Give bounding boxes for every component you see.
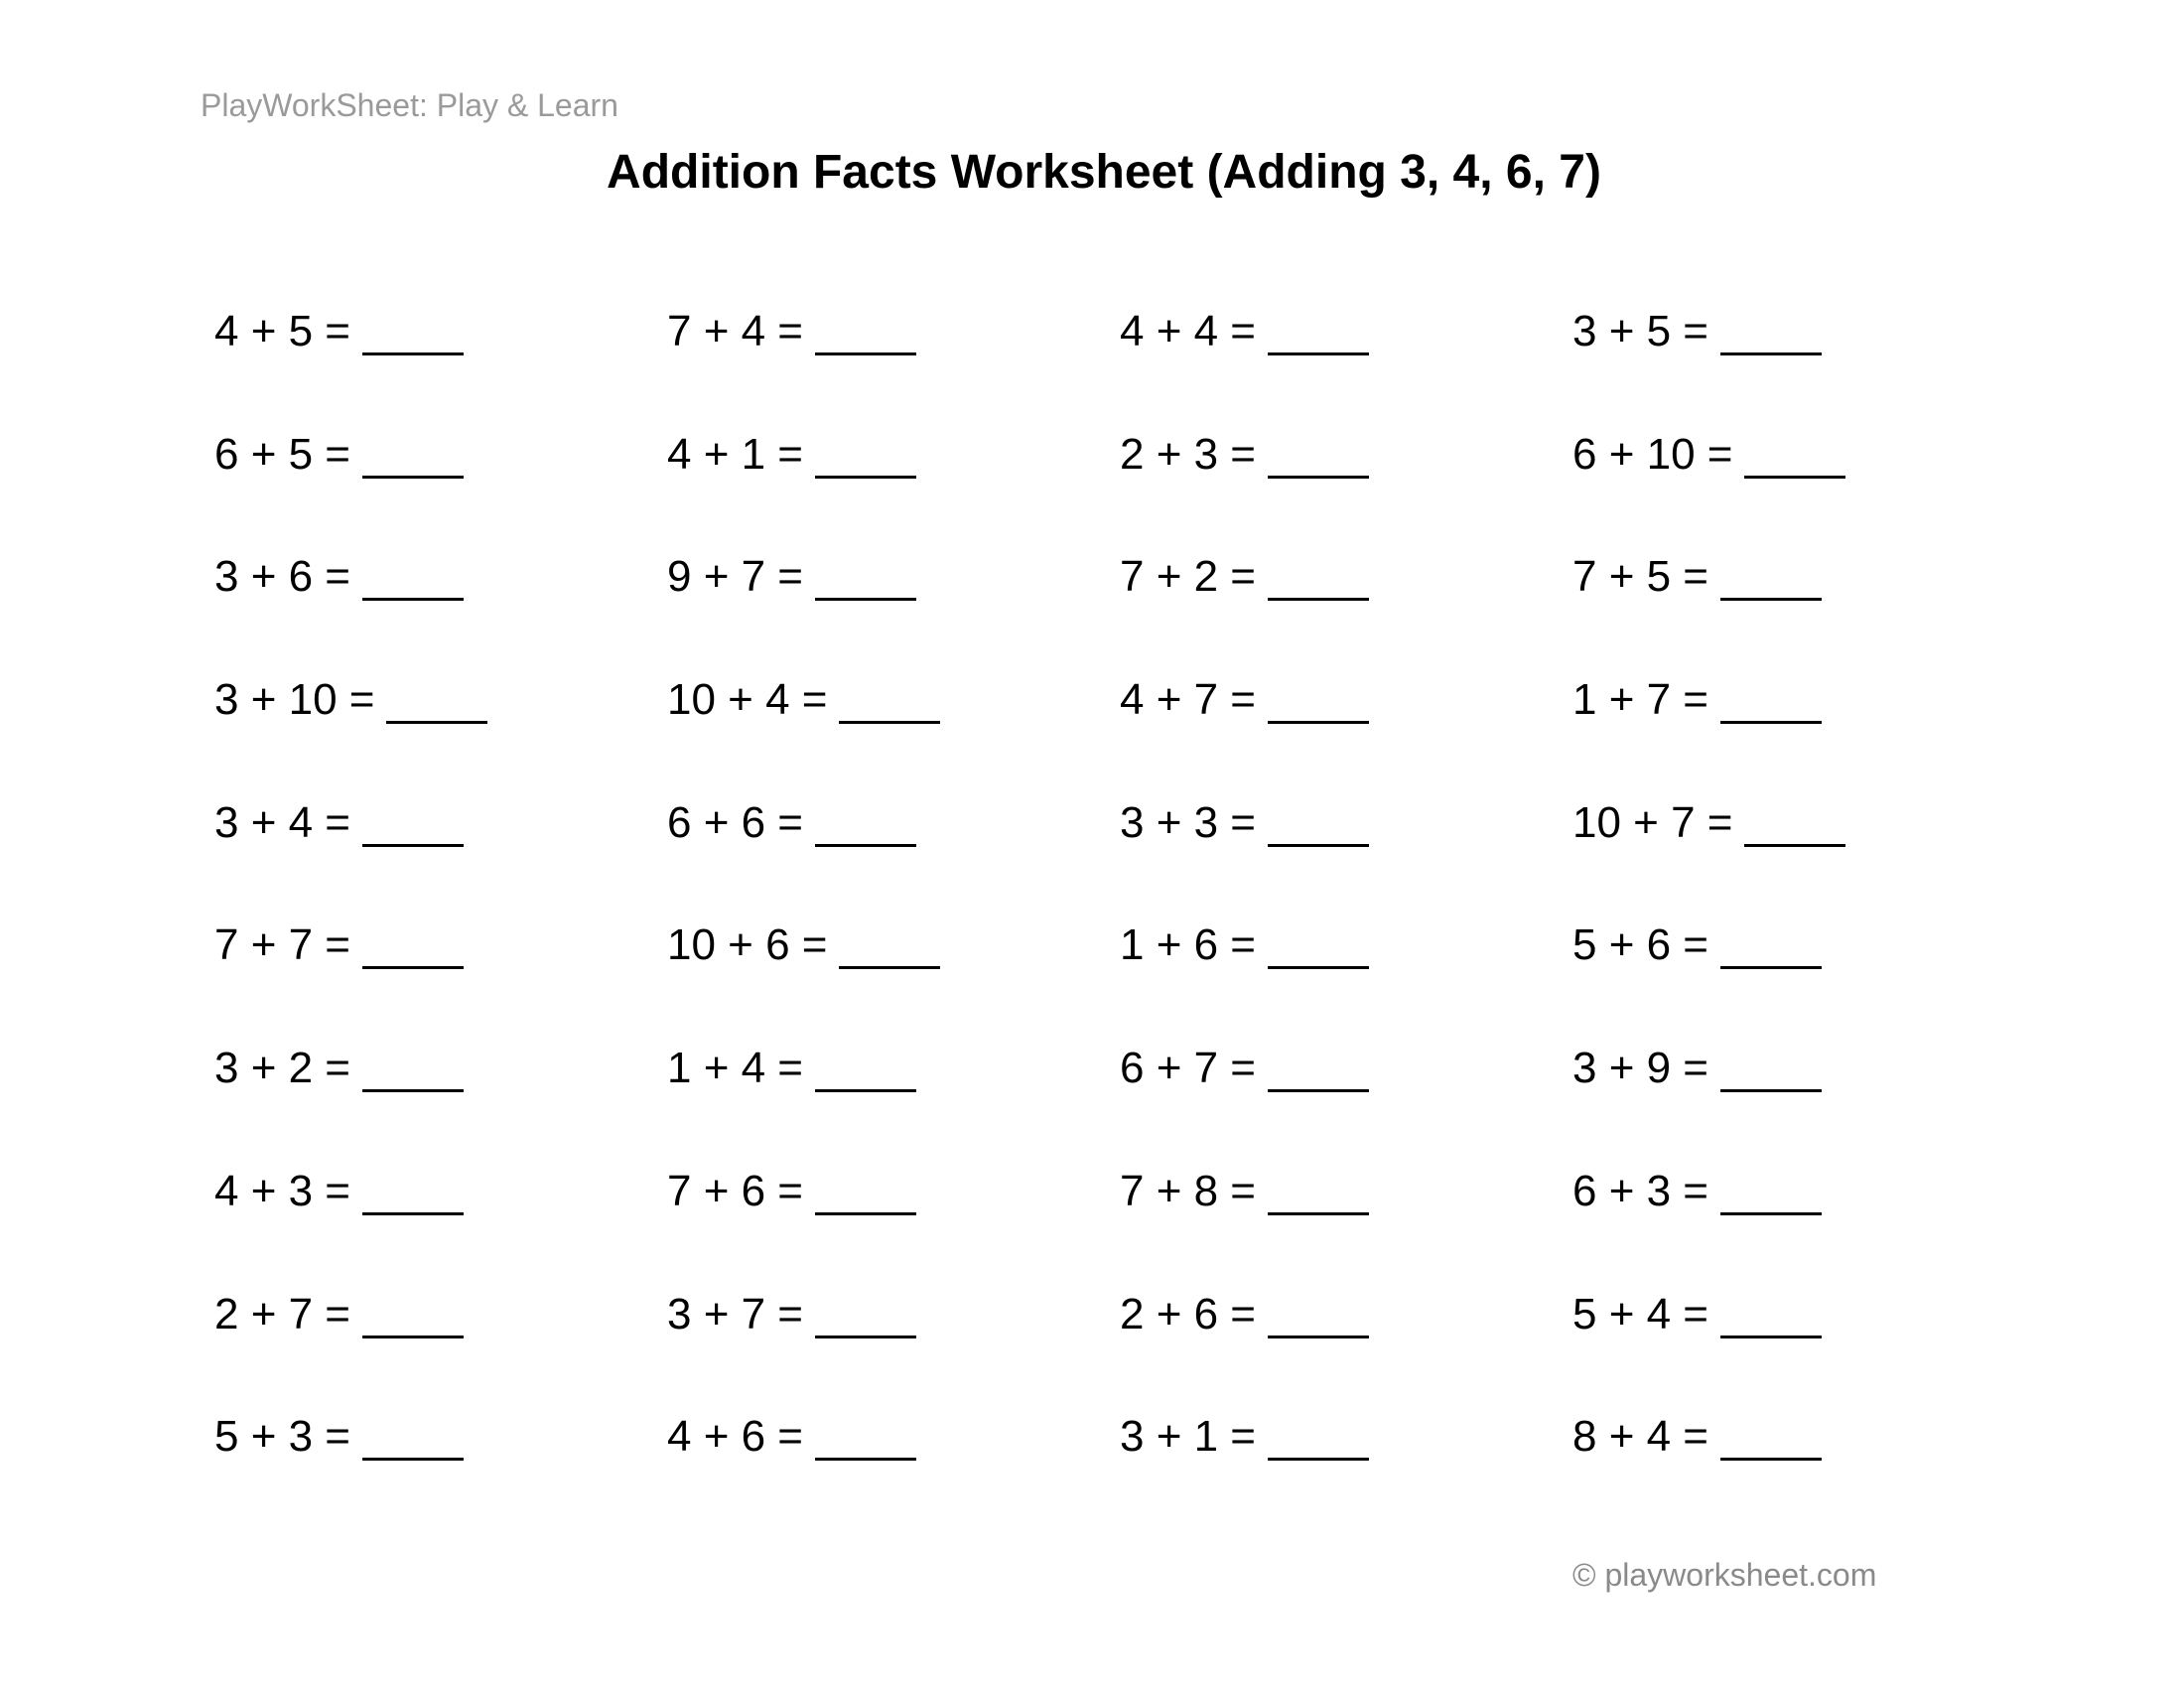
answer-blank[interactable] bbox=[815, 554, 916, 601]
problem bbox=[1120, 549, 1572, 605]
problem bbox=[667, 917, 1120, 973]
problem-expression: 7 + 8 = bbox=[1120, 1166, 1257, 1215]
problem-expression: 6 + 7 = bbox=[1120, 1044, 1257, 1093]
problem bbox=[667, 1409, 1120, 1465]
problem bbox=[214, 1409, 667, 1465]
problem bbox=[1572, 1164, 2025, 1219]
problem-expression: 4 + 1 = bbox=[667, 429, 804, 479]
problem bbox=[1120, 795, 1572, 851]
answer-blank[interactable] bbox=[839, 922, 940, 969]
problem bbox=[667, 1041, 1120, 1096]
answer-blank[interactable] bbox=[1268, 922, 1369, 969]
footer-copyright: © playworksheet.com bbox=[1572, 1557, 1877, 1593]
answer-blank[interactable] bbox=[1720, 309, 1822, 355]
problem bbox=[1572, 549, 2025, 605]
problem-expression: 4 + 4 = bbox=[1120, 307, 1257, 355]
problem-expression: 4 + 3 = bbox=[214, 1166, 351, 1215]
problem-expression: 3 + 3 = bbox=[1120, 797, 1257, 847]
answer-blank[interactable] bbox=[815, 309, 916, 355]
problem-expression: 3 + 2 = bbox=[214, 1044, 351, 1093]
problem-expression: 10 + 6 = bbox=[667, 920, 828, 970]
problem bbox=[214, 917, 667, 973]
problem-expression: 3 + 10 = bbox=[214, 675, 375, 725]
problem-expression: 4 + 6 = bbox=[667, 1412, 804, 1462]
problem bbox=[214, 427, 667, 483]
problem bbox=[667, 549, 1120, 605]
problem-expression: 10 + 7 = bbox=[1572, 797, 1733, 847]
page-title: Addition Facts Worksheet (Adding 3, 4, 6, 7) bbox=[607, 146, 1601, 199]
problem-grid bbox=[214, 304, 2041, 1532]
answer-blank[interactable] bbox=[362, 554, 464, 601]
problem-expression: 2 + 6 = bbox=[1120, 1289, 1257, 1338]
answer-blank[interactable] bbox=[1720, 1292, 1822, 1338]
answer-blank[interactable] bbox=[362, 1046, 464, 1092]
problem bbox=[1120, 1287, 1572, 1342]
answer-blank[interactable] bbox=[815, 1169, 916, 1215]
problem bbox=[667, 1287, 1120, 1342]
answer-blank[interactable] bbox=[362, 922, 464, 969]
problem bbox=[1120, 304, 1572, 359]
answer-blank[interactable] bbox=[815, 432, 916, 479]
problem bbox=[214, 304, 667, 359]
problem bbox=[667, 1164, 1120, 1219]
problem-expression: 7 + 5 = bbox=[1572, 552, 1709, 602]
problem-expression: 7 + 7 = bbox=[214, 920, 351, 970]
problem-expression: 5 + 3 = bbox=[214, 1412, 351, 1462]
problem-expression: 4 + 5 = bbox=[214, 307, 351, 355]
answer-blank[interactable] bbox=[1268, 1292, 1369, 1338]
problem bbox=[214, 549, 667, 605]
problem-expression: 7 + 2 = bbox=[1120, 552, 1257, 602]
problem-expression: 5 + 4 = bbox=[1572, 1289, 1709, 1338]
answer-blank[interactable] bbox=[1268, 309, 1369, 355]
answer-blank[interactable] bbox=[1268, 677, 1369, 724]
problem bbox=[1120, 1041, 1572, 1096]
answer-blank[interactable] bbox=[839, 677, 940, 724]
problem-expression: 2 + 7 = bbox=[214, 1289, 351, 1338]
problem bbox=[1120, 427, 1572, 483]
problem-expression: 3 + 9 = bbox=[1572, 1044, 1709, 1093]
problem-expression: 3 + 7 = bbox=[667, 1289, 804, 1338]
problem-expression: 10 + 4 = bbox=[667, 675, 828, 725]
problem-expression: 6 + 3 = bbox=[1572, 1166, 1709, 1215]
answer-blank[interactable] bbox=[362, 1292, 464, 1338]
answer-blank[interactable] bbox=[1268, 1046, 1369, 1092]
answer-blank[interactable] bbox=[1720, 1414, 1822, 1461]
problem-expression: 1 + 6 = bbox=[1120, 920, 1257, 970]
answer-blank[interactable] bbox=[1720, 554, 1822, 601]
problem bbox=[1572, 672, 2025, 728]
problem-expression: 6 + 6 = bbox=[667, 797, 804, 847]
problem-expression: 9 + 7 = bbox=[667, 552, 804, 602]
answer-blank[interactable] bbox=[815, 1292, 916, 1338]
problem bbox=[667, 304, 1120, 359]
answer-blank[interactable] bbox=[386, 677, 487, 724]
answer-blank[interactable] bbox=[1720, 1169, 1822, 1215]
problem-expression: 6 + 10 = bbox=[1572, 429, 1733, 479]
problem-expression: 3 + 6 = bbox=[214, 552, 351, 602]
problem bbox=[1120, 1409, 1572, 1465]
problem-expression: 7 + 4 = bbox=[667, 307, 804, 355]
problem bbox=[214, 672, 667, 728]
problem-expression: 2 + 3 = bbox=[1120, 429, 1257, 479]
answer-blank[interactable] bbox=[815, 800, 916, 847]
problem bbox=[214, 1287, 667, 1342]
answer-blank[interactable] bbox=[1268, 1414, 1369, 1461]
problem-expression: 3 + 1 = bbox=[1120, 1412, 1257, 1462]
problem bbox=[1120, 1164, 1572, 1219]
answer-blank[interactable] bbox=[362, 309, 464, 355]
answer-blank[interactable] bbox=[1744, 432, 1845, 479]
problem bbox=[1572, 795, 2025, 851]
problem bbox=[1572, 304, 2025, 359]
answer-blank[interactable] bbox=[1268, 1169, 1369, 1215]
problem bbox=[667, 672, 1120, 728]
problem bbox=[1572, 1409, 2025, 1465]
problem bbox=[1120, 917, 1572, 973]
answer-blank[interactable] bbox=[1720, 922, 1822, 969]
problem bbox=[214, 1041, 667, 1096]
answer-blank[interactable] bbox=[1268, 432, 1369, 479]
problem-expression: 8 + 4 = bbox=[1572, 1412, 1709, 1462]
brand-header: PlayWorkSheet: Play & Learn bbox=[201, 87, 618, 123]
answer-blank[interactable] bbox=[815, 1046, 916, 1092]
answer-blank[interactable] bbox=[1268, 554, 1369, 601]
problem bbox=[1572, 1287, 2025, 1342]
problem-expression: 6 + 5 = bbox=[214, 429, 351, 479]
problem bbox=[667, 427, 1120, 483]
problem bbox=[214, 795, 667, 851]
answer-blank[interactable] bbox=[362, 432, 464, 479]
problem-expression: 1 + 4 = bbox=[667, 1044, 804, 1093]
answer-blank[interactable] bbox=[362, 800, 464, 847]
answer-blank[interactable] bbox=[362, 1414, 464, 1461]
answer-blank[interactable] bbox=[1720, 677, 1822, 724]
answer-blank[interactable] bbox=[1744, 800, 1845, 847]
problem-expression: 7 + 6 = bbox=[667, 1166, 804, 1215]
problem-expression: 3 + 4 = bbox=[214, 797, 351, 847]
problem bbox=[667, 795, 1120, 851]
problem-expression: 4 + 7 = bbox=[1120, 675, 1257, 725]
problem bbox=[214, 1164, 667, 1219]
problem-expression: 5 + 6 = bbox=[1572, 920, 1709, 970]
problem bbox=[1572, 1041, 2025, 1096]
answer-blank[interactable] bbox=[815, 1414, 916, 1461]
problem bbox=[1120, 672, 1572, 728]
answer-blank[interactable] bbox=[362, 1169, 464, 1215]
problem bbox=[1572, 917, 2025, 973]
problem-expression: 3 + 5 = bbox=[1572, 307, 1709, 355]
problem-expression: 1 + 7 = bbox=[1572, 675, 1709, 725]
answer-blank[interactable] bbox=[1268, 800, 1369, 847]
answer-blank[interactable] bbox=[1720, 1046, 1822, 1092]
problem bbox=[1572, 427, 2025, 483]
